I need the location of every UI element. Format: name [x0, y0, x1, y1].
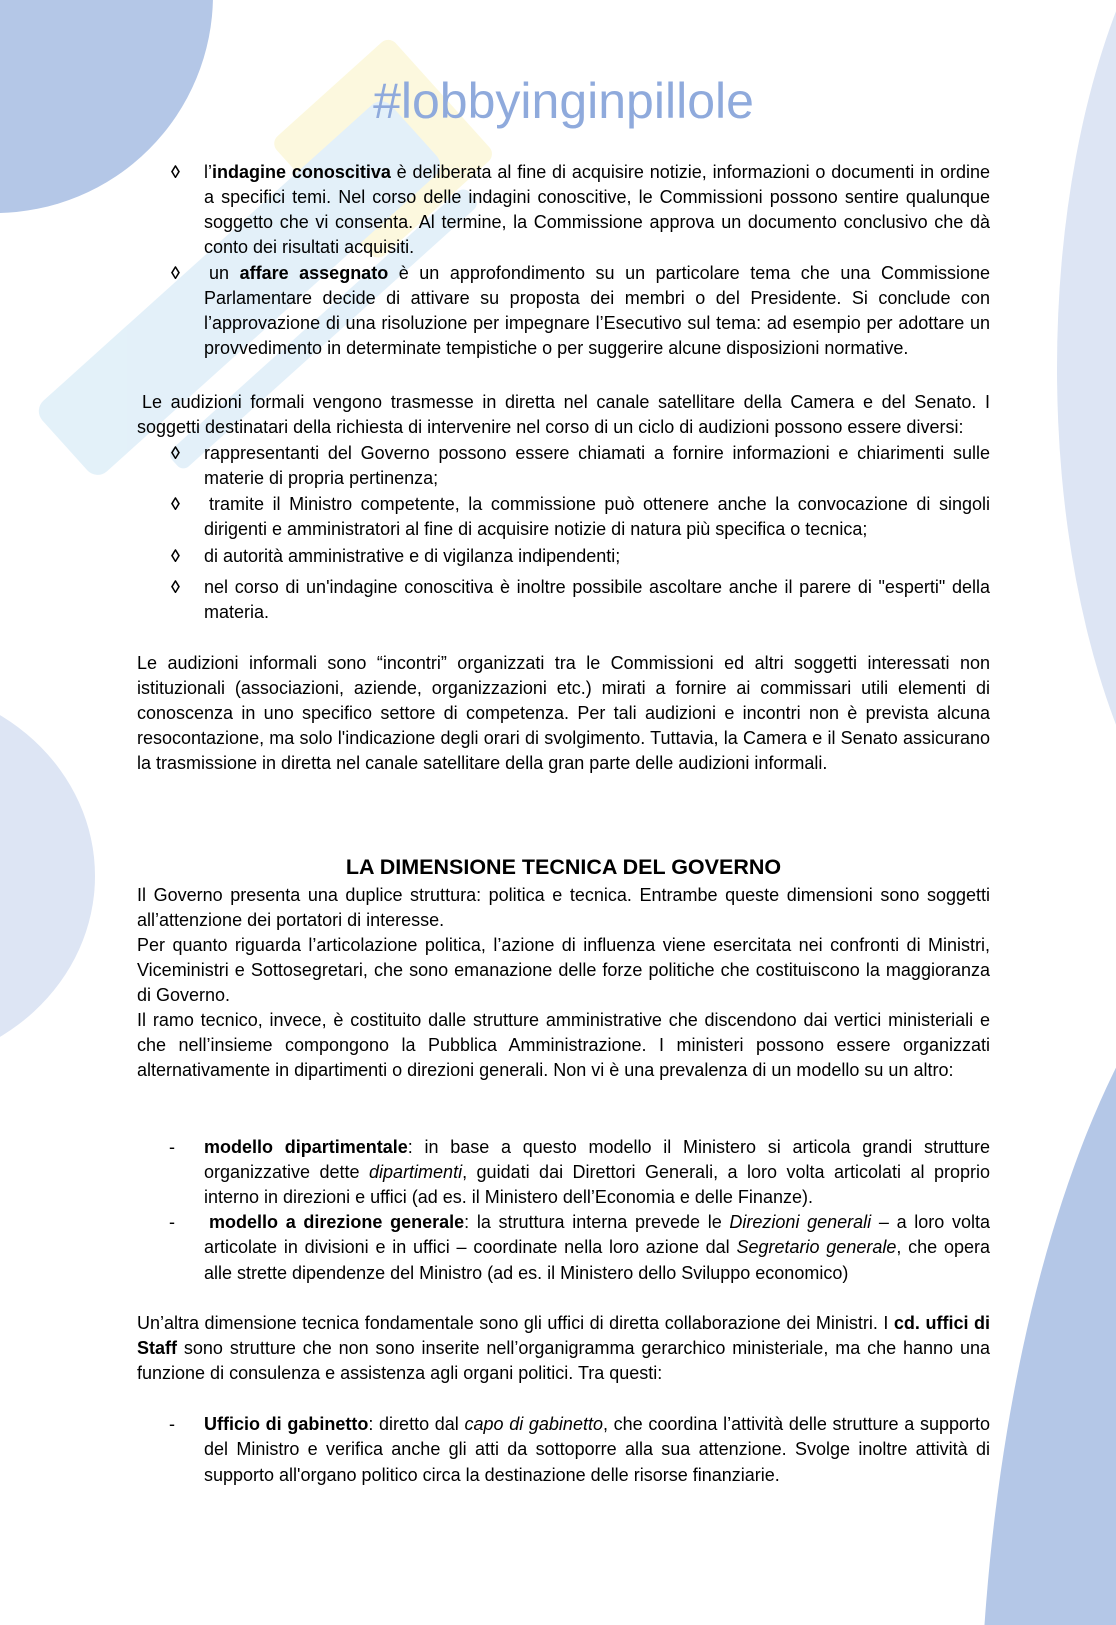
list-item-text — [204, 1412, 990, 1487]
text-run: , che opera alle strette dipendenze del Ministro (ad es. il Ministero dello Sviluppo economico) — [204, 1237, 991, 1283]
staff-offices-paragraph — [137, 1311, 990, 1386]
text-run: , che coordina l’attività delle strutture a supporto del Ministro e verifica anche gli atti da sottoporre alla sua attenzione. Svolge inoltre attività di supporto all'organo politico circa la destinazione delle risorse finanziarie. — [204, 1414, 990, 1485]
emphasis: dipartimenti — [369, 1161, 463, 1182]
dash-bullet-icon: - — [169, 1414, 175, 1435]
text-run: , guidati dai Direttori Generali, a loro volta articolati al proprio interno in direzioni e uffici (ad es. il Ministero dell’Economia e delle Finanze). — [204, 1161, 990, 1207]
text-run: è un approfondimento su un particolare tema che una Commissione Parlamentare decide di attivare su proposta dei membri o del Presidente. Si conclude con l’approvazione di una risoluzione per impegnare l’Esecutivo sul tema: ad esempio per adottare un provvedimento in determinate tempistiche o per suggerire alcune disposizioni normative. — [204, 263, 990, 359]
edge-shape-left — [0, 684, 95, 1068]
list-item — [137, 261, 990, 362]
list-item-text — [204, 1135, 990, 1210]
list-item-text: rappresentanti del Governo possono essere chiamati a fornire informazioni e chiarimenti sulle materie di propria pertinenza; — [204, 443, 990, 489]
text-run: – a loro volta articolate in divisioni e in uffici – coordinate nella loro azione dal — [204, 1212, 991, 1258]
formal-hearings-paragraph: Le audizioni formali vengono trasmesse in diretta nel canale satellitare della Camera e del Senato. I soggetti destinatari della richiesta di intervenire nel corso di un ciclo di audizioni possono essere diversi: — [137, 391, 990, 437]
list-item — [137, 1412, 990, 1487]
list-item — [137, 575, 990, 625]
list-item — [137, 1210, 990, 1285]
key-term: cd. uffici di Staff — [137, 1312, 990, 1358]
text-run: l’ — [204, 161, 212, 182]
diamond-bullet-icon: ◊ — [171, 577, 180, 597]
list-item — [137, 441, 990, 491]
key-term: Ufficio di gabinetto — [204, 1414, 369, 1435]
list-item — [137, 160, 990, 261]
list-item — [137, 1135, 990, 1210]
key-term: indagine conoscitiva — [212, 161, 391, 182]
informal-hearings-paragraph: Le audizioni informali sono “incontri” organizzati tra le Commissioni ed altri soggetti interessati non istituzionali (associazioni, aziende, organizzazioni etc.) mirati a fornire ai commissari utili elementi di conoscenza in uno specifico settore di competenza. Per tali audizioni e incontri non è prevista alcuna resocontazione, ma solo l'indicazione degli orari di svolgimento. Tuttavia, la Camera e il Senato assicurano la trasmissione in diretta nel canale satellitare della gran parte delle audizioni informali. — [137, 652, 990, 774]
dash-bullet-icon: - — [169, 1136, 175, 1157]
emphasis: Segretario generale — [736, 1237, 897, 1258]
text-run: Un’altra dimensione tecnica fondamentale sono gli uffici di diretta collaborazione dei Ministri. I — [137, 1312, 894, 1333]
list-item-text: di autorità amministrative e di vigilanza indipendenti; — [204, 545, 621, 566]
diamond-bullet-icon: ◊ — [171, 263, 180, 283]
dash-bullet-icon: - — [169, 1212, 175, 1233]
page-title: #lobbyinginpillole — [373, 73, 754, 129]
diamond-bullet-icon: ◊ — [171, 545, 180, 566]
diamond-bullet-icon: ◊ — [171, 443, 180, 464]
emphasis: Direzioni generali — [729, 1212, 872, 1233]
diamond-bullet-icon: ◊ — [171, 161, 180, 182]
text-run: : diretto dal — [368, 1414, 465, 1435]
paragraph: Il ramo tecnico, invece, è costituito dalle strutture amministrative che discendono dai vertici ministeriali e che nell’insieme compongono la Pubblica Amministrazione. I ministeri possono essere organizzati alternativamente in dipartimenti o direzioni generali. Non vi è una prevalenza di un modello su un altro: — [137, 1010, 990, 1081]
list-item-text — [204, 261, 990, 362]
key-term: affare assegnato — [239, 263, 389, 283]
text-run: sono strutture che non sono inserite nell’organigramma gerarchico ministeriale, ma che hanno una funzione di consulenza e assistenza agli organi politici. Tra questi: — [137, 1337, 990, 1384]
list-item-text: tramite il Ministro competente, la commissione può ottenere anche la convocazione di singoli dirigenti e amministratori al fine di acquisire notizie di natura più specifica o tecnica; — [204, 494, 990, 540]
edge-shape-top-right — [1057, 0, 1116, 920]
list-item-text — [204, 1210, 990, 1285]
edge-shape-bottom-right — [979, 864, 1116, 1625]
paragraph: Il Governo presenta una duplice struttura: politica e tecnica. Entrambe queste dimensioni sono soggetti all’attenzione dei portatori di interesse. — [137, 884, 990, 930]
list-item — [137, 544, 990, 569]
list-item-text — [204, 160, 990, 261]
text-run: : in base a questo modello il Ministero si articola grandi strutture organizzative dette — [204, 1136, 990, 1182]
text-run: un — [209, 263, 240, 283]
diamond-bullet-icon: ◊ — [171, 494, 180, 515]
list-item — [137, 492, 990, 542]
text-run: : la struttura interna prevede le — [464, 1212, 730, 1233]
section-heading: LA DIMENSIONE TECNICA DEL GOVERNO — [345, 855, 782, 879]
key-term: modello dipartimentale — [204, 1136, 408, 1157]
list-item-text: nel corso di un'indagine conoscitiva è inoltre possibile ascoltare anche il parere di "esperti" della materia. — [204, 577, 990, 623]
key-term: modello a direzione generale — [209, 1212, 465, 1233]
paragraph: Per quanto riguarda l’articolazione politica, l’azione di influenza viene esercitata nei confronti di Ministri, Viceministri e Sottosegretari, che sono emanazione delle forze politiche che costituiscono la maggioranza di Governo. — [137, 934, 990, 1005]
emphasis: capo di gabinetto — [464, 1414, 603, 1435]
text-run: è deliberata al fine di acquisire notizie, informazioni o documenti in ordine a specifici temi. Nel corso delle indagini conoscitive, le Commissioni possono sentire qualunque soggetto che vi consenta. Al termine, la Commissione approva un documento conclusivo che dà conto dei risultati acquisiti. — [204, 161, 990, 257]
